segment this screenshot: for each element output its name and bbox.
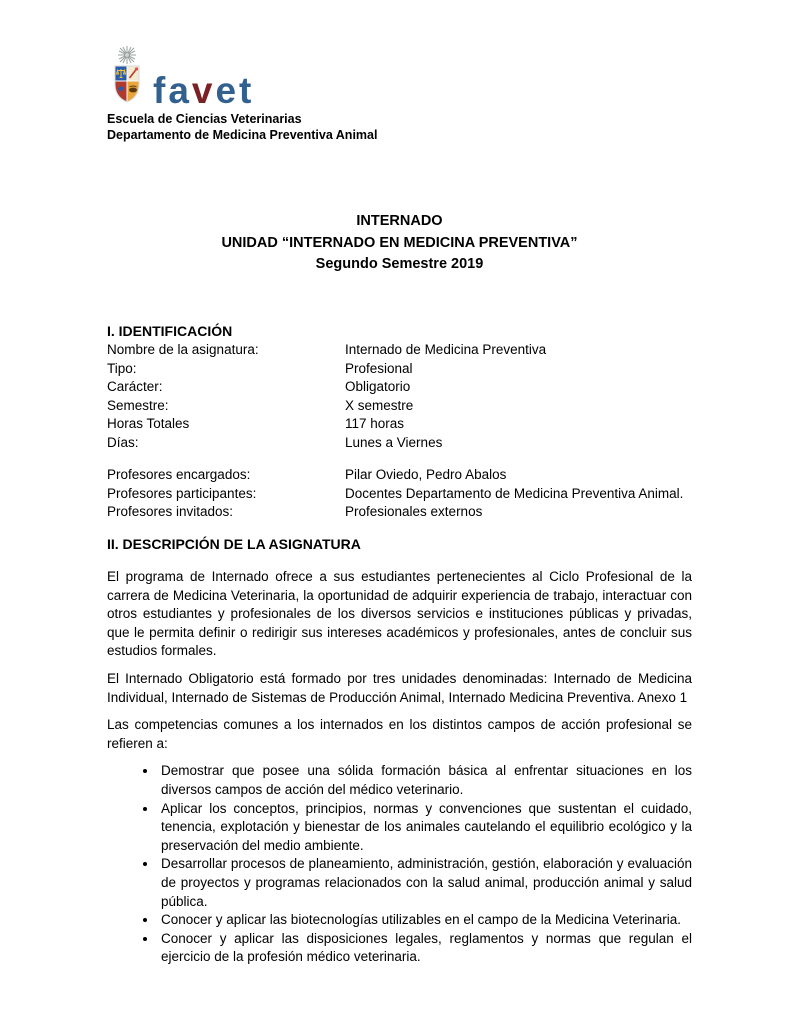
row-label: Nombre de la asignatura: xyxy=(107,342,259,357)
table-row xyxy=(107,378,692,397)
favet-wordmark xyxy=(153,72,254,109)
title-line-1: INTERNADO xyxy=(356,213,443,229)
row-label: Profesores participantes: xyxy=(107,485,257,501)
row-value: 117 horas xyxy=(345,416,405,431)
table-row xyxy=(107,415,692,434)
table-row xyxy=(107,503,692,522)
row-value: Obligatorio xyxy=(345,379,411,394)
university-shield-icon xyxy=(107,46,147,106)
list-item: • Desarrollar procesos de planeamiento, administración, gestión, elaboración y evaluación de proyectos y programas relacionados con la salud animal, producción animal y salud pública. xyxy=(158,855,692,911)
row-value: Profesionales externos xyxy=(345,504,483,519)
favet-logo xyxy=(107,46,692,111)
department-name: Departamento de Medicina Preventiva Animal xyxy=(107,127,378,142)
table-row xyxy=(107,434,692,453)
wordmark-fa: fa xyxy=(153,70,192,111)
row-label: Horas Totales xyxy=(107,416,190,431)
list-item: • Demostrar que posee una sólida formación básica al enfrentar situaciones en los diversos campos de acción del médico veterinario. xyxy=(158,762,692,799)
description-paragraph: El Internado Obligatorio está formado por tres unidades denominadas: Internado de Medicina Individual, Internado de Sistemas de Producción Animal, Internado Medicina Preventiva. Anexo 1 xyxy=(107,670,692,705)
row-label: Profesores encargados: xyxy=(107,467,251,482)
table-row xyxy=(107,341,692,360)
row-value: Pilar Oviedo, Pedro Abalos xyxy=(345,467,507,482)
description-heading: II. DESCRIPCIÓN DE LA ASIGNATURA xyxy=(107,535,361,552)
staff-rows xyxy=(107,466,692,522)
row-label: Días: xyxy=(107,434,139,450)
row-label: Tipo: xyxy=(107,360,137,376)
document-header xyxy=(107,46,692,143)
row-label: Carácter: xyxy=(107,379,163,394)
table-row xyxy=(107,360,692,379)
list-item: • Aplicar los conceptos, principios, normas y convenciones que sustentan el cuidado, tenencia, explotación y bienestar de los animales cautelando el equilibrio ecológico y la preservación del medio ambiente. xyxy=(158,800,692,856)
row-value: Profesional xyxy=(345,360,413,376)
wordmark-v: v xyxy=(191,70,216,111)
title-block xyxy=(107,211,692,276)
wordmark-et: et xyxy=(215,70,255,111)
competencies-list xyxy=(107,762,692,967)
row-value: X semestre xyxy=(345,397,414,413)
title-line-2: UNIDAD “INTERNADO EN MEDICINA PREVENTIVA” xyxy=(221,234,578,251)
section-identification xyxy=(107,322,692,522)
row-value: Docentes Departamento de Medicina Preventiva Animal. xyxy=(345,485,684,501)
description-paragraph: El programa de Internado ofrece a sus estudiantes pertenecientes al Ciclo Profesional de la carrera de Medicina Veterinaria, la oportunidad de adquirir experiencia de trabajo, interactuar con otros estudiantes y profesionales de los diversos servicios e instituciones públicas y privadas, que le permita definir o redirigir sus intereses académicos y profesionales, antes de concluir sus estudios formales. xyxy=(107,569,692,659)
identification-rows xyxy=(107,341,692,452)
row-label: Semestre: xyxy=(107,397,169,413)
table-row xyxy=(107,485,692,504)
row-value: Lunes a Viernes xyxy=(345,434,443,450)
school-lines xyxy=(107,112,692,143)
list-item: • Conocer y aplicar las disposiciones legales, reglamentos y normas que regulan el ejercicio de la profesión médico veterinaria. xyxy=(158,930,692,967)
row-value: Internado de Medicina Preventiva xyxy=(345,342,547,357)
section-description xyxy=(107,535,692,967)
row-label: Profesores invitados: xyxy=(107,504,234,519)
table-row xyxy=(107,466,692,485)
school-name: Escuela de Ciencias Veterinarias xyxy=(107,112,302,126)
description-paragraph: Las competencias comunes a los internados en los distintos campos de acción profesional se refieren a: xyxy=(107,717,692,751)
table-row xyxy=(107,397,692,416)
identification-heading: I. IDENTIFICACIÓN xyxy=(107,322,233,339)
title-line-3: Segundo Semestre 2019 xyxy=(315,256,484,272)
list-item: • Conocer y aplicar las biotecnologías utilizables en el campo de la Medicina Veterinaria. xyxy=(158,911,692,930)
